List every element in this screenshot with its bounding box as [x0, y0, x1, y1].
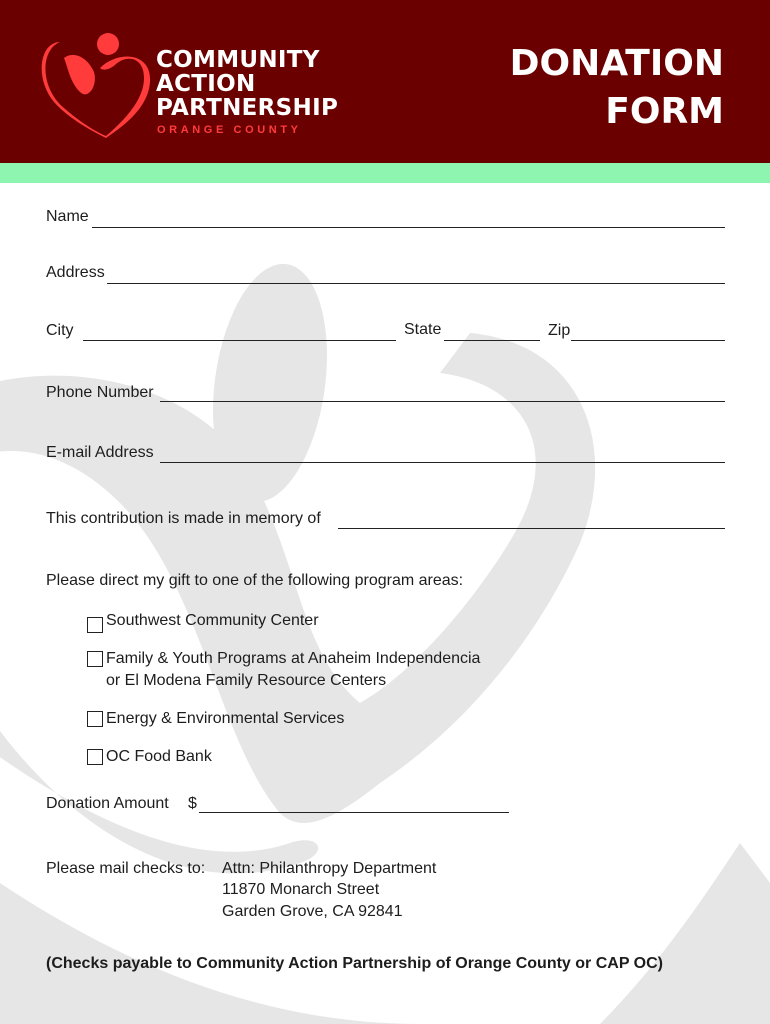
logo-line: ACTION: [156, 71, 256, 97]
option-label-continued: or El Modena Family Resource Centers: [106, 672, 387, 689]
checks-payable-note: (Checks payable to Community Action Partnership of Orange County or CAP OC): [46, 955, 663, 972]
memory-field-line[interactable]: [338, 528, 725, 529]
email-label: E-mail Address: [46, 444, 154, 461]
donation-amount-label: Donation Amount: [46, 795, 169, 812]
option-label: Family & Youth Programs at Anaheim Independencia: [106, 650, 481, 667]
option-label: Energy & Environmental Services: [106, 710, 345, 727]
state-label: State: [404, 321, 442, 338]
email-field-line[interactable]: [160, 462, 725, 463]
address-field-line[interactable]: [107, 283, 725, 284]
zip-label: Zip: [548, 322, 571, 339]
memory-label: This contribution is made in memory of: [46, 510, 321, 527]
donation-amount-field-line[interactable]: [199, 812, 509, 813]
logo-subtitle: ORANGE COUNTY: [157, 124, 302, 136]
logo-line: COMMUNITY: [156, 47, 320, 73]
heart-watermark-graphic: [0, 183, 770, 1024]
mail-address-line: Garden Grove, CA 92841: [222, 903, 403, 920]
name-field-line[interactable]: [92, 227, 725, 228]
energy-environmental-checkbox[interactable]: [87, 711, 103, 727]
currency-symbol: $: [188, 795, 197, 812]
phone-label: Phone Number: [46, 384, 154, 401]
mail-address-line: Attn: Philanthropy Department: [222, 860, 437, 877]
option-label: OC Food Bank: [106, 748, 212, 765]
page-title: [510, 40, 724, 136]
option-label: Southwest Community Center: [106, 612, 319, 629]
city-label: City: [46, 322, 74, 339]
logo-wordmark: [156, 48, 338, 120]
title-line: DONATION: [509, 43, 724, 84]
mail-label: Please mail checks to:: [46, 860, 206, 877]
title-line: FORM: [605, 91, 724, 132]
accent-stripe: [0, 163, 770, 183]
southwest-center-checkbox[interactable]: [87, 617, 103, 633]
address-label: Address: [46, 264, 105, 281]
city-field-line[interactable]: [83, 340, 396, 341]
logo-line: PARTNERSHIP: [156, 95, 339, 121]
food-bank-checkbox[interactable]: [87, 749, 103, 765]
name-label: Name: [46, 208, 89, 225]
family-youth-checkbox[interactable]: [87, 651, 103, 667]
mail-address-line: 11870 Monarch Street: [222, 881, 380, 898]
zip-field-line[interactable]: [571, 340, 725, 341]
state-field-line[interactable]: [444, 340, 540, 341]
phone-field-line[interactable]: [160, 401, 725, 402]
program-prompt: Please direct my gift to one of the following program areas:: [46, 572, 464, 589]
community-action-heart-logo: [40, 28, 152, 138]
